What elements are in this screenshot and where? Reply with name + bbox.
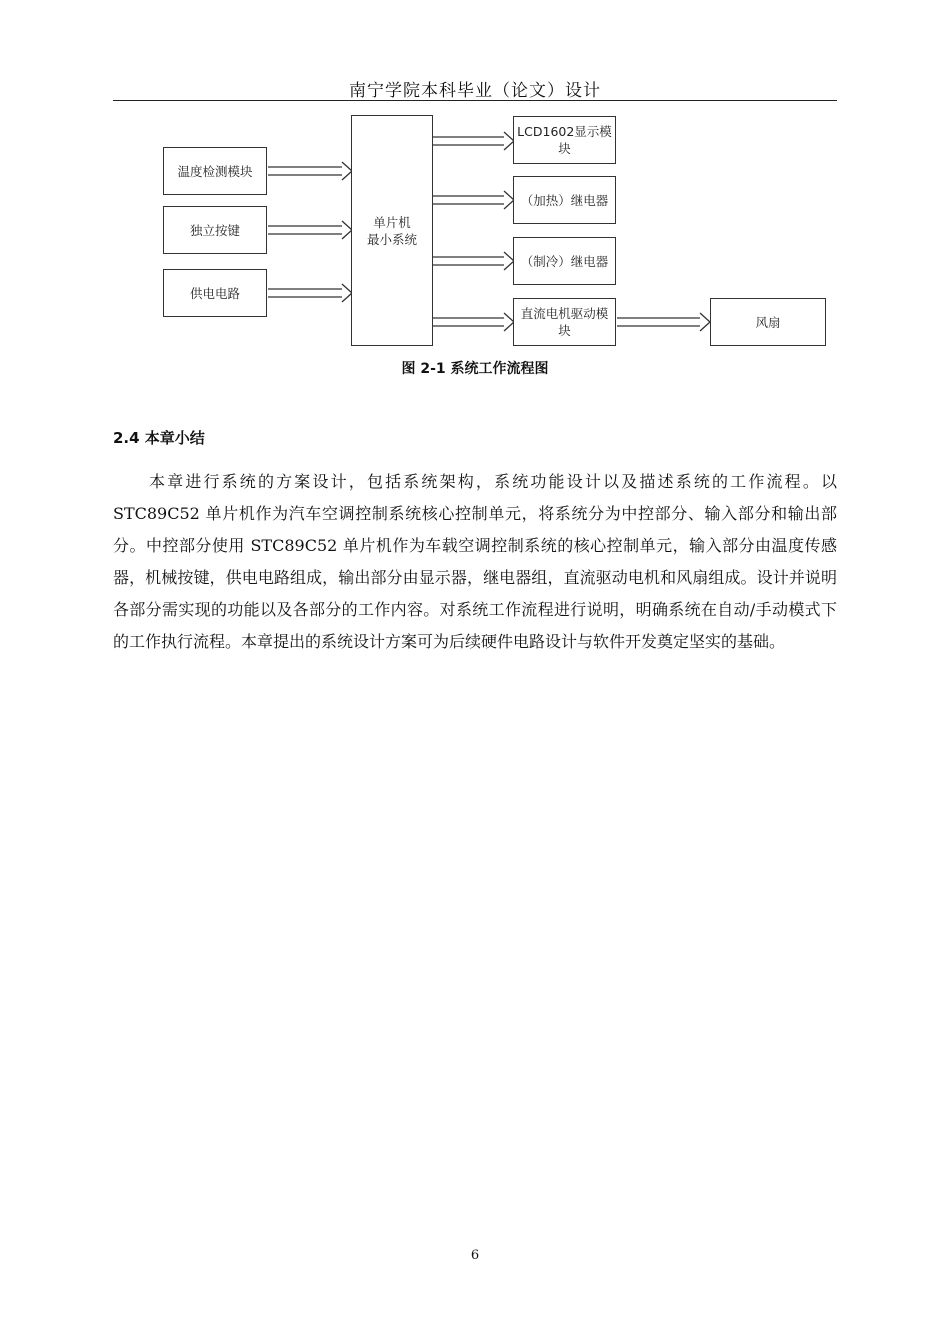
mcu-label-line1: 单片机 — [373, 214, 411, 230]
arrow-mcu-to-heat-relay — [433, 191, 514, 209]
temp-detect-label: 温度检测模块 — [177, 163, 253, 179]
page-header-title: 南宁学院本科毕业（论文）设计 — [349, 81, 601, 101]
arrow-motor-driver-to-fan — [617, 313, 710, 331]
arrow-mcu-to-motor-driver — [433, 313, 514, 331]
arrow-mcu-to-lcd — [433, 132, 514, 150]
section-heading: 2.4 本章小结 — [113, 429, 205, 447]
lcd-label-line2: 块 — [558, 141, 571, 156]
motor-driver-label-line1: 直流电机驱动模 — [520, 306, 609, 321]
figure-caption: 图 2-1 系统工作流程图 — [401, 361, 549, 377]
lcd-label-line1: LCD1602显示模 — [517, 124, 612, 139]
keys-box — [163, 206, 267, 254]
mcu-label-line2: 最小系统 — [366, 231, 417, 247]
arrow-mcu-to-cool-relay — [433, 252, 514, 270]
fan-box — [710, 298, 826, 346]
arrow-temp-to-mcu — [268, 162, 352, 180]
page-number: 6 — [470, 1248, 480, 1263]
power-label: 供电电路 — [189, 285, 240, 301]
cool-relay-label: （制冷）继电器 — [520, 253, 609, 269]
cool-relay-box — [513, 237, 616, 285]
motor-driver-box — [513, 298, 616, 346]
motor-driver-label-line2: 块 — [558, 323, 571, 338]
mcu-box — [351, 115, 433, 346]
arrow-power-to-mcu — [268, 284, 352, 302]
lcd-box — [513, 116, 616, 164]
power-box — [163, 269, 267, 317]
temp-detect-box — [163, 147, 267, 195]
section-paragraph: 本章进行系统的方案设计，包括系统架构，系统功能设计以及描述系统的工作流程。以 STC89C52 单片机作为汽车空调控制系统核心控制单元，将系统分为中控部分、输入部分和输出部分。中控部分使用 STC89C52 单片机作为车载空调控制系统的核心控制单元，输入部分由温度传感器，机械按键，供电电路组成，输出部分由显示器，继电器组，直流驱动电机和风扇组成。设计并说明各部分需实现的功能以及各部分的工作内容。对系统工作流程进行说明，明确系统在自动/手动模式下的工作执行流程。本章提出的系统设计方案可为后续硬件电路设计与软件开发奠定坚实的基础。 — [113, 472, 837, 651]
fan-label: 风扇 — [755, 314, 781, 330]
heat-relay-box — [513, 176, 616, 224]
arrow-keys-to-mcu — [268, 221, 352, 239]
keys-label: 独立按键 — [189, 222, 240, 238]
heat-relay-label: （加热）继电器 — [520, 192, 609, 208]
